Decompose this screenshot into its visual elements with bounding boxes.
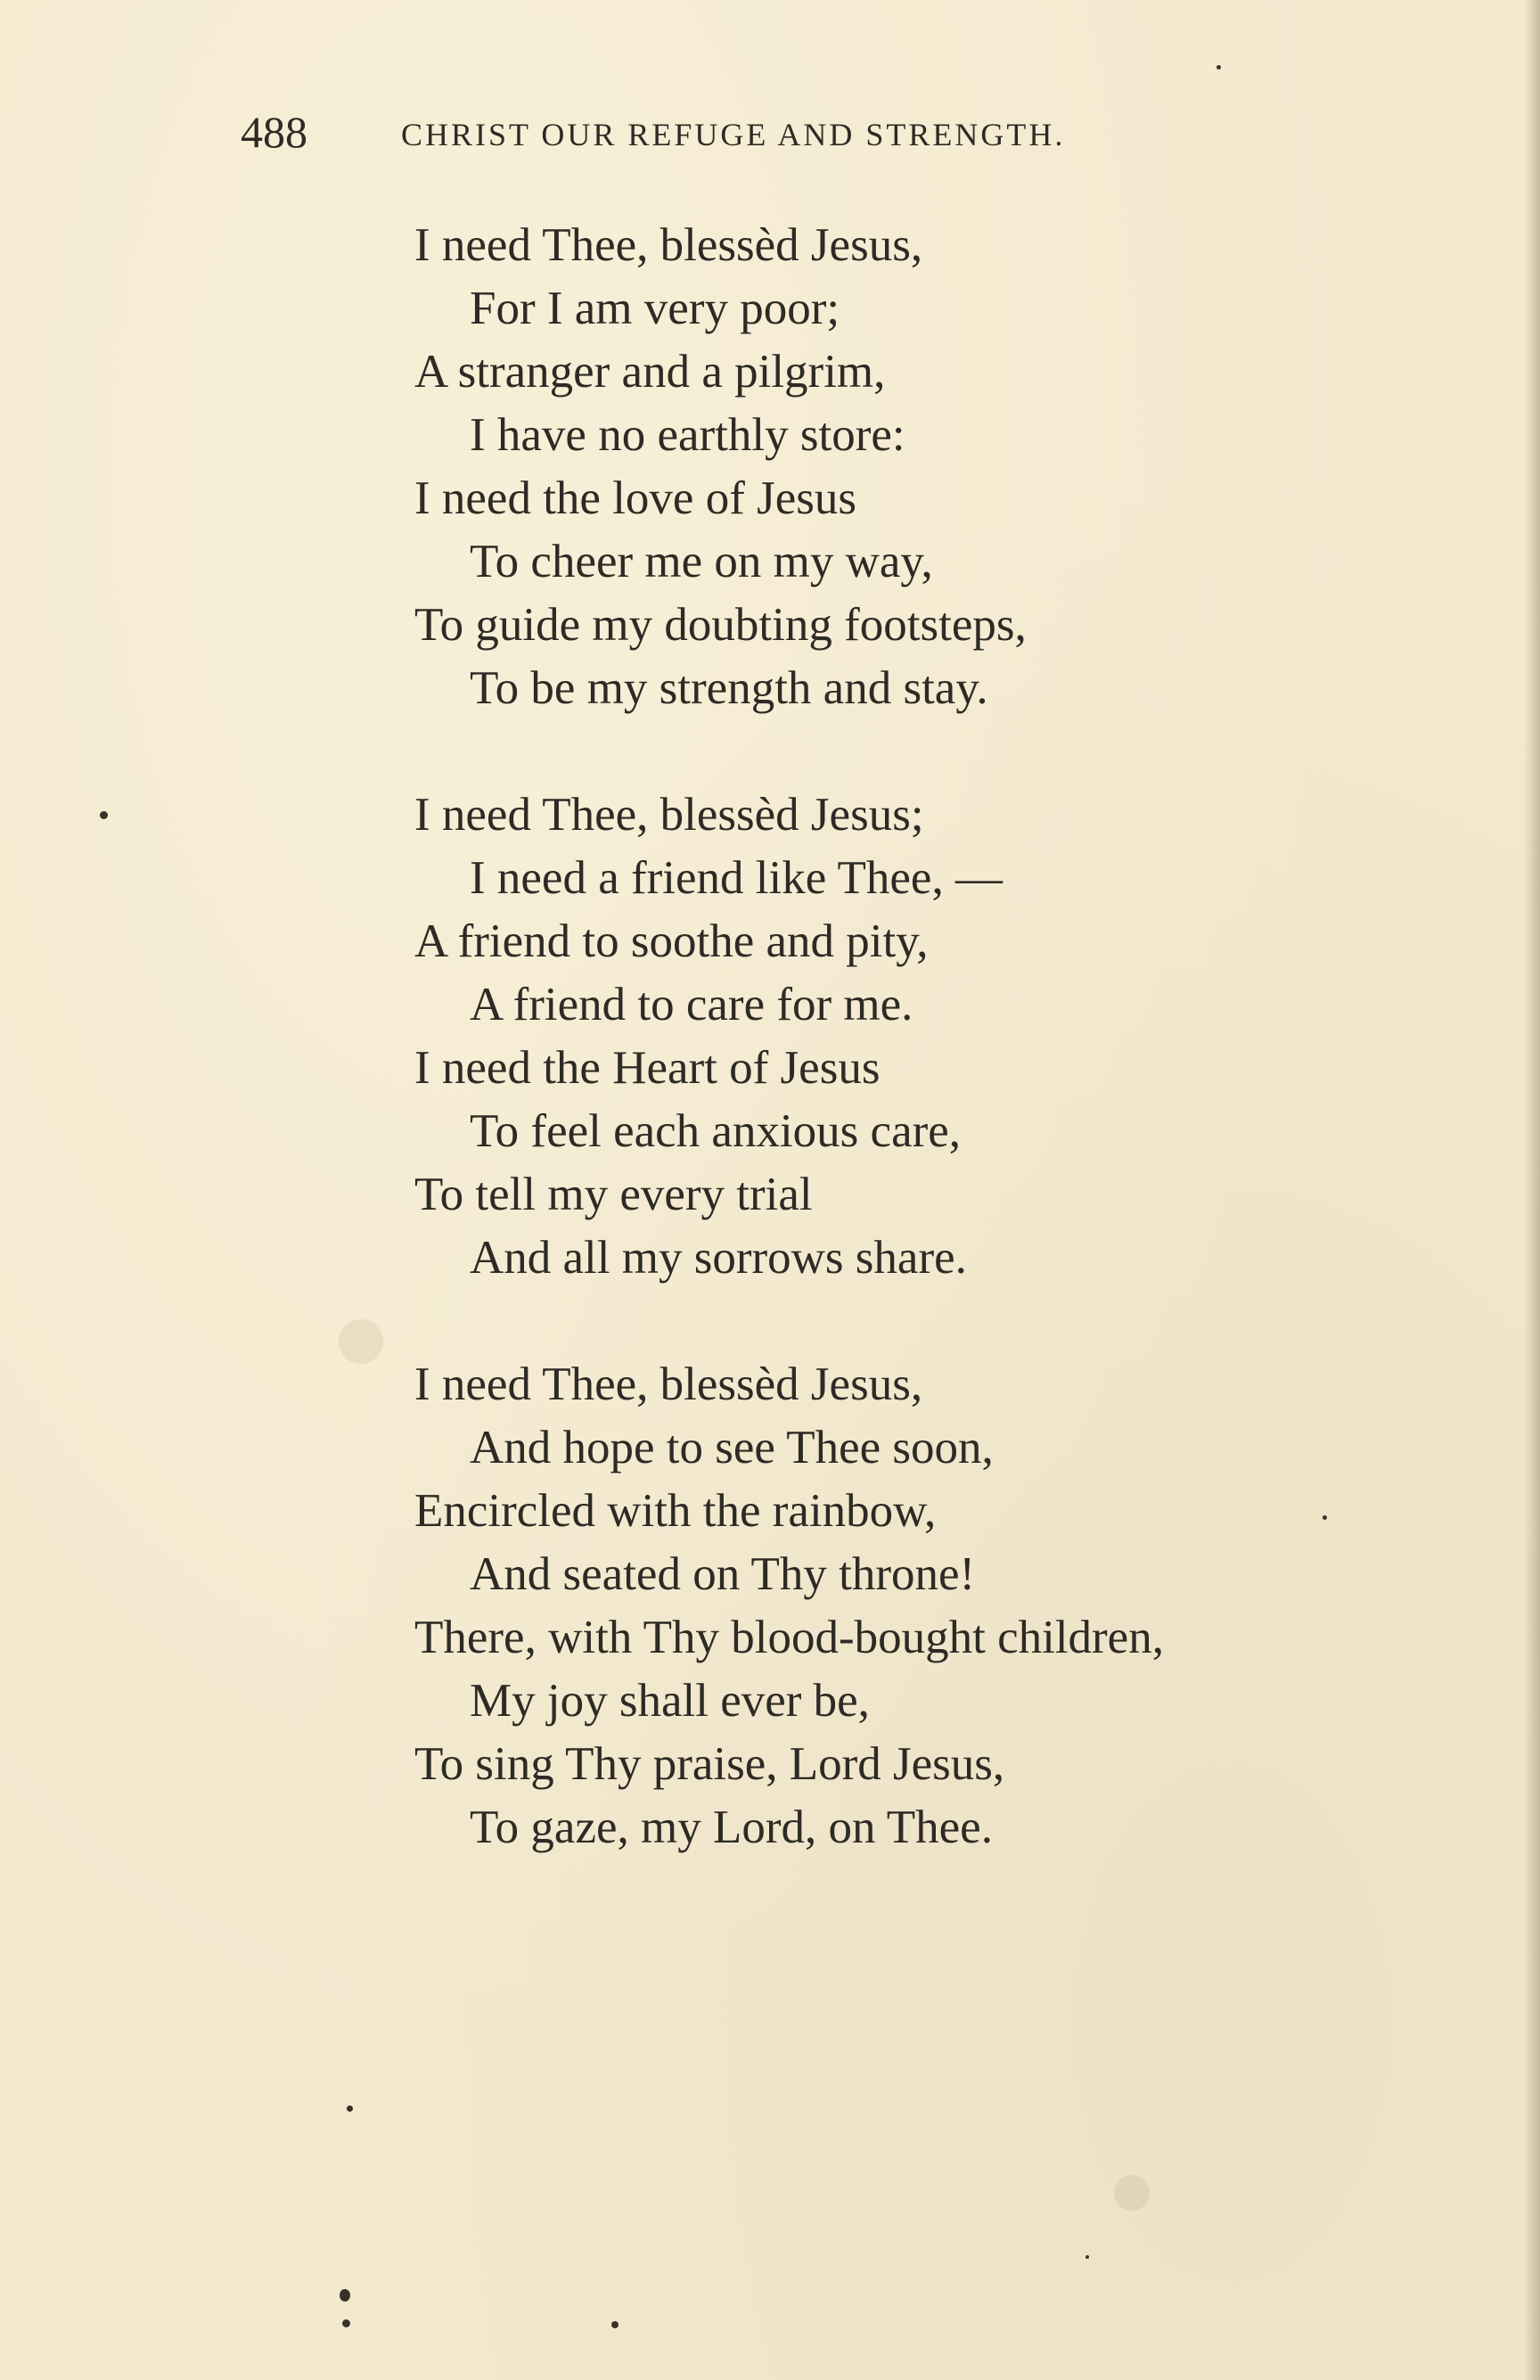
print-speck — [342, 2319, 350, 2327]
poem-line: A stranger and a pilgrim, — [414, 346, 886, 398]
poem-line: I need the love of Jesus — [414, 472, 856, 524]
poem — [414, 214, 1395, 1923]
poem-line: I have no earthly store: — [470, 409, 905, 461]
poem-line: To feel each anxious care, — [470, 1105, 962, 1157]
poem-line: Encircled with the rainbow, — [414, 1485, 937, 1537]
poem-line: I need Thee, blessèd Jesus; — [414, 789, 924, 841]
poem-line: And hope to see Thee soon, — [470, 1422, 994, 1473]
page-header — [241, 105, 1310, 159]
page-number: 488 — [241, 107, 307, 157]
poem-line: To be my strength and stay. — [470, 662, 988, 714]
stanza-1 — [414, 214, 1395, 720]
poem-line: I need Thee, blessèd Jesus, — [414, 1358, 923, 1410]
poem-line: To cheer me on my way, — [470, 536, 933, 587]
poem-line: To sing Thy praise, Lord Jesus, — [414, 1738, 1005, 1790]
print-speck — [1085, 2255, 1089, 2259]
poem-line: I need Thee, blessèd Jesus, — [414, 219, 923, 271]
page-smudge — [1114, 2175, 1150, 2211]
print-speck — [1216, 65, 1221, 70]
poem-line: For I am very poor; — [470, 283, 840, 334]
running-head: CHRIST OUR REFUGE AND STRENGTH. — [401, 117, 1066, 152]
poem-line: And all my sorrows share. — [470, 1232, 967, 1284]
poem-line: To tell my every trial — [414, 1169, 813, 1220]
poem-line: A friend to care for me. — [470, 979, 913, 1030]
poem-line: I need a friend like Thee, — — [470, 852, 1003, 904]
poem-line: I need the Heart of Jesus — [414, 1042, 881, 1094]
poem-line: To guide my doubting footsteps, — [414, 599, 1027, 651]
poem-line: There, with Thy blood-bought children, — [414, 1612, 1164, 1663]
poem-line: A friend to soothe and pity, — [414, 915, 929, 967]
poem-line: My joy shall ever be, — [470, 1675, 870, 1727]
page-edge-shadow — [1524, 0, 1540, 2380]
print-speck — [611, 2321, 618, 2328]
print-speck — [347, 2105, 353, 2112]
stanza-3 — [414, 1353, 1395, 1859]
poem-line: To gaze, my Lord, on Thee. — [470, 1801, 993, 1853]
print-speck — [100, 811, 108, 819]
stanza-2 — [414, 784, 1395, 1290]
poem-line: And seated on Thy throne! — [470, 1548, 976, 1600]
page-smudge — [339, 1319, 383, 1364]
print-speck — [340, 2289, 350, 2302]
